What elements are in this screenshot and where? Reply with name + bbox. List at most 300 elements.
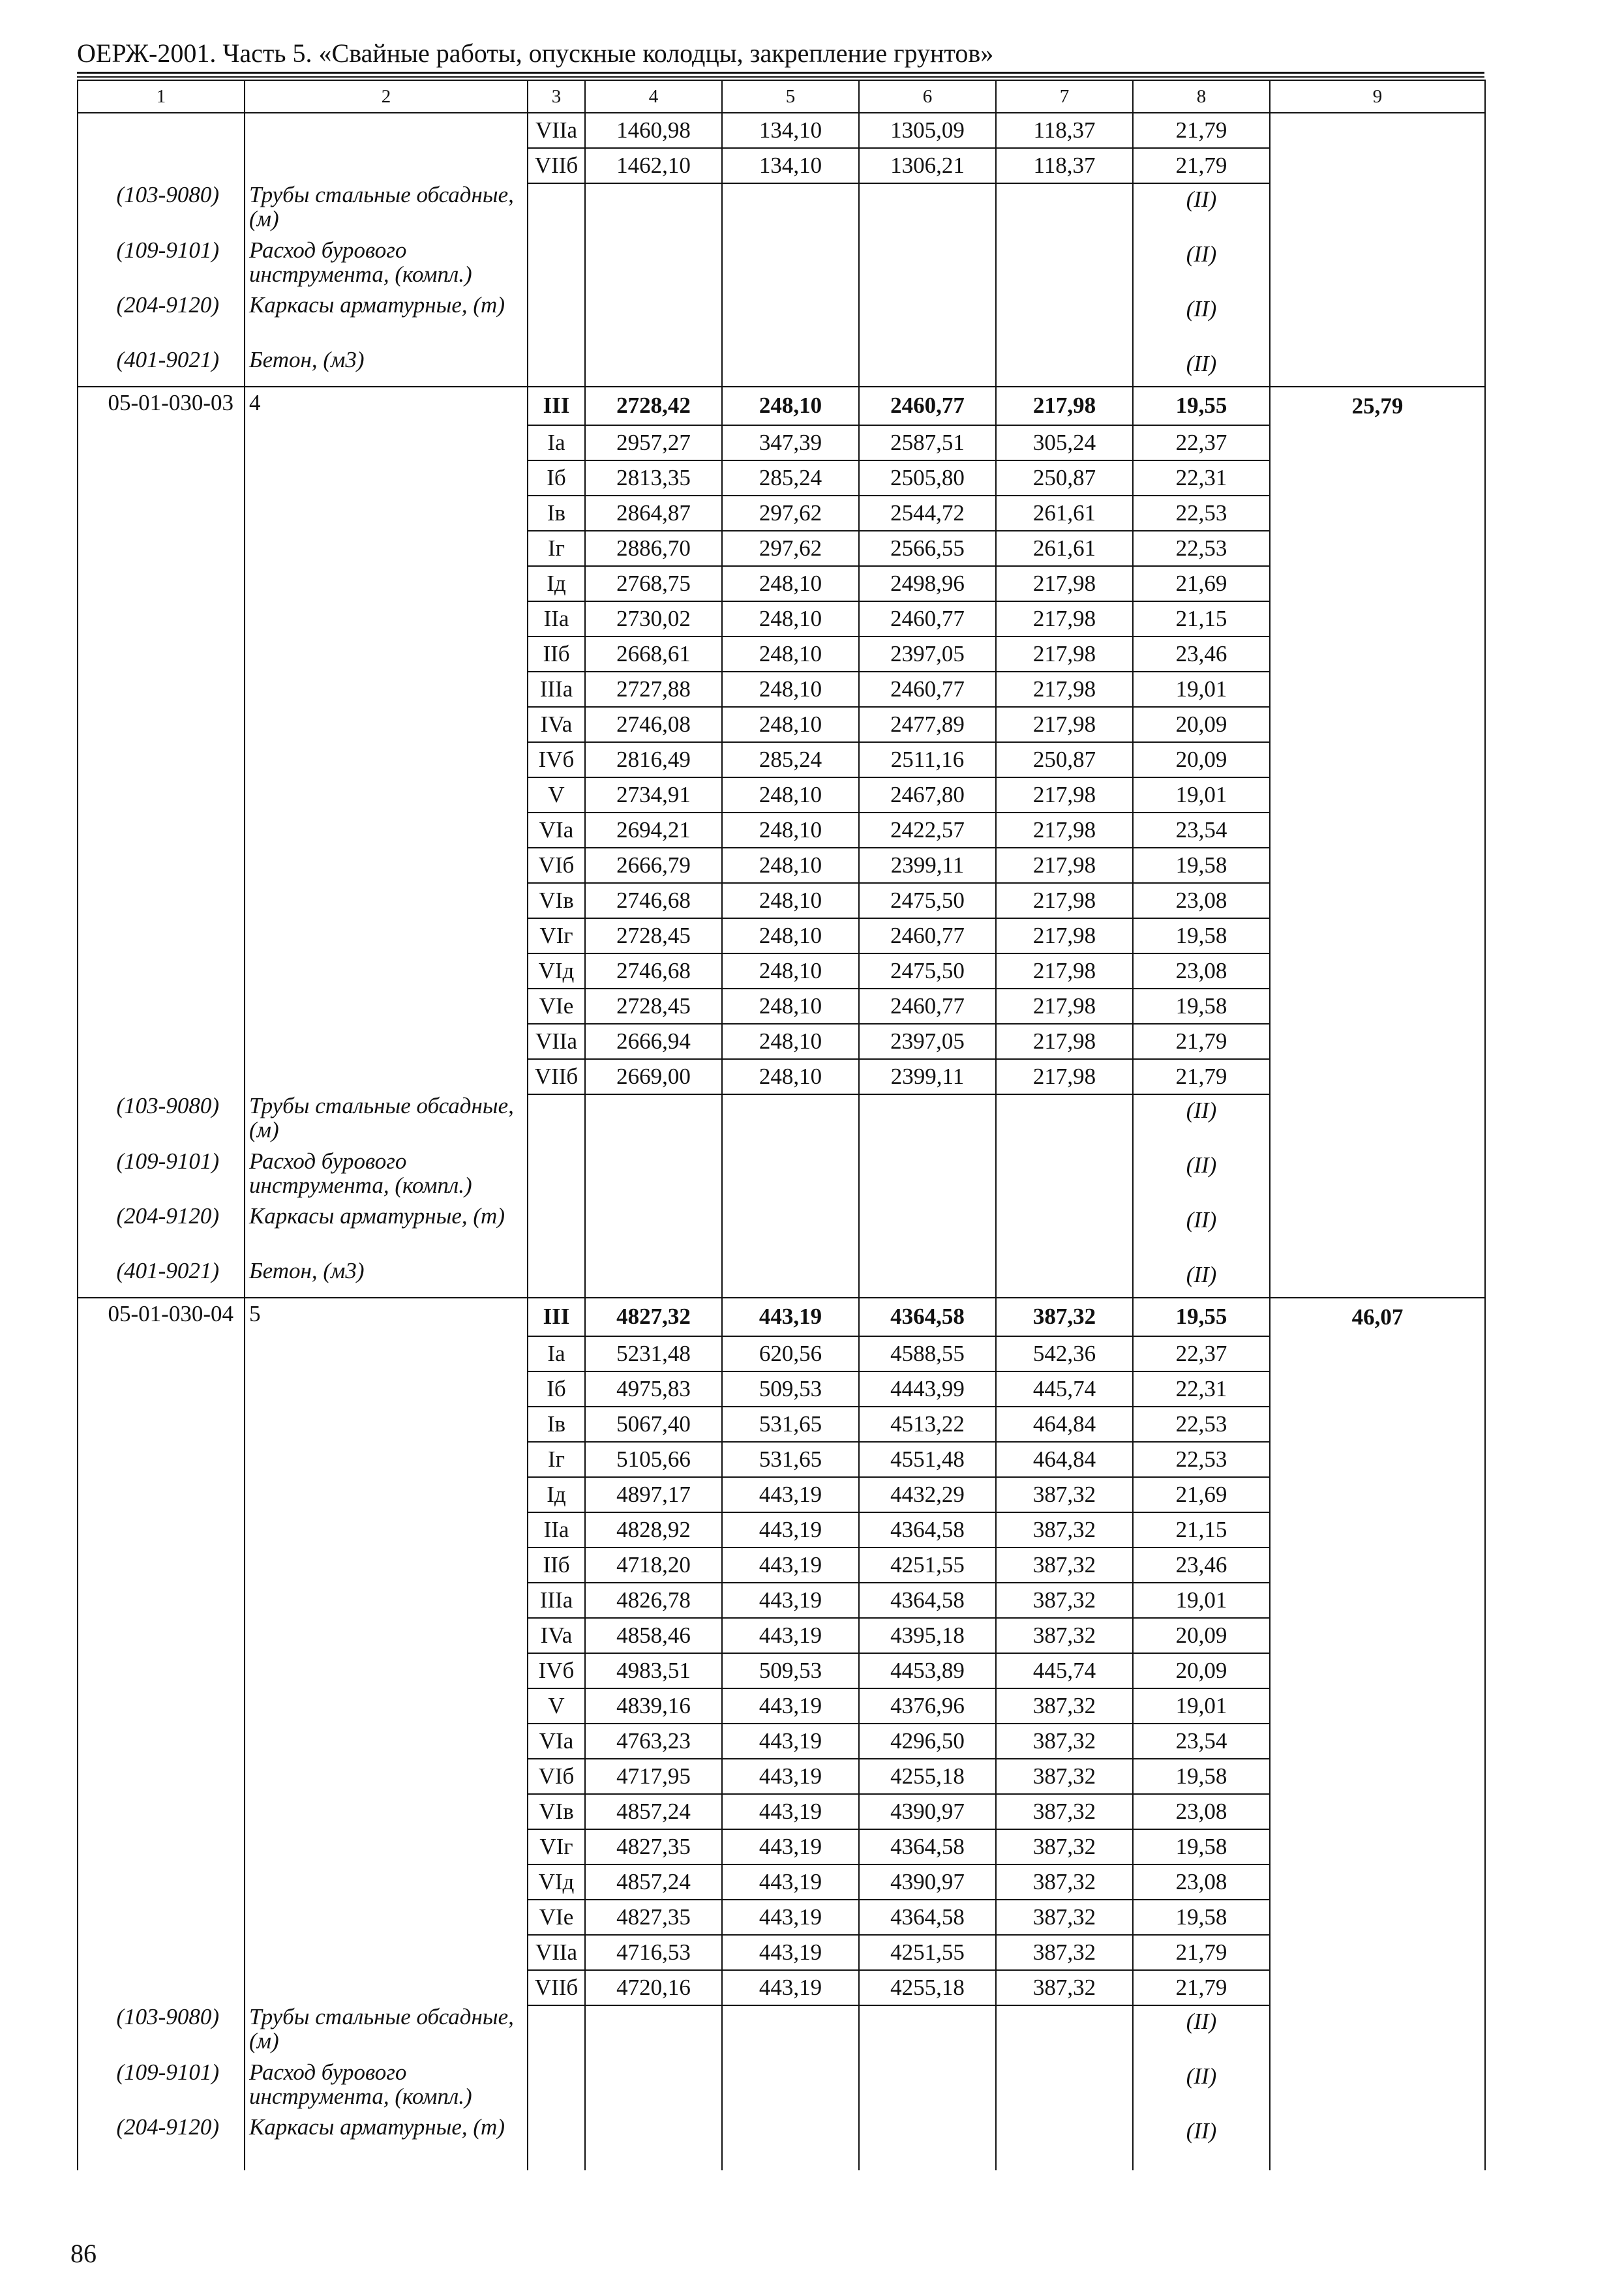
total-cost: 2746,68 [585,883,722,918]
empty-cell [78,989,245,1024]
material-cost: 21,79 [1133,1059,1270,1094]
table-row [78,496,1485,531]
zone-code: IIa [528,1512,585,1548]
machine-cost: 2475,50 [859,883,996,918]
empty-cell [78,1900,245,1935]
labor-cost: 620,56 [722,1336,859,1371]
material-cost: 21,69 [1133,1477,1270,1512]
empty-cell [1270,1059,1485,1094]
table-row [78,1024,1485,1059]
total-cost: 4827,32 [585,1298,722,1336]
operator-wage: 387,32 [996,1298,1133,1336]
page-header-title: ОЕРЖ-2001. Часть 5. «Свайные работы, опускные колодцы, закрепление грунтов» [77,38,994,68]
machine-cost: 2460,77 [859,672,996,707]
labor-cost: 443,19 [722,1935,859,1970]
empty-cell [78,883,245,918]
zone-code: VIб [528,848,585,883]
material-row [78,2116,1485,2170]
empty-cell [1270,1759,1485,1794]
zone-code: Ia [528,425,585,460]
material-cost: 19,58 [1133,918,1270,953]
material-name: Каркасы арматурные, (т) [245,1204,528,1259]
empty-cell [1270,2116,1485,2170]
empty-cell [859,348,996,387]
empty-cell [1270,989,1485,1024]
operator-wage: 217,98 [996,848,1133,883]
empty-cell [78,1336,245,1371]
empty-cell [528,1204,585,1259]
empty-cell [859,183,996,239]
labor-cost: 285,24 [722,460,859,496]
material-cost: 19,01 [1133,1688,1270,1724]
empty-cell [245,989,528,1024]
empty-cell [1270,1259,1485,1298]
empty-cell [1270,1094,1485,1150]
empty-cell [722,1094,859,1150]
empty-cell [996,293,1133,348]
empty-cell [78,1794,245,1829]
zone-code: VIe [528,1900,585,1935]
empty-cell [1270,183,1485,239]
machine-cost: 2460,77 [859,601,996,636]
empty-cell [245,1618,528,1653]
table-row [78,707,1485,742]
labor-cost: 248,10 [722,601,859,636]
empty-cell [722,1204,859,1259]
material-code: (204-9120) [78,293,245,348]
empty-cell [1270,1653,1485,1688]
labor-cost: 248,10 [722,636,859,672]
empty-cell [859,1259,996,1298]
zone-code: VIIб [528,1059,585,1094]
empty-cell [585,183,722,239]
table-row [78,601,1485,636]
empty-cell [1270,566,1485,601]
empty-cell [245,1336,528,1371]
empty-cell [528,183,585,239]
zone-code: VIд [528,953,585,989]
material-code: (109-9101) [78,2061,245,2116]
empty-cell [528,239,585,293]
material-cost: 20,09 [1133,1618,1270,1653]
empty-cell [245,1477,528,1512]
total-cost: 2669,00 [585,1059,722,1094]
operator-wage: 217,98 [996,601,1133,636]
empty-cell [585,2061,722,2116]
empty-cell [245,813,528,848]
empty-cell [1270,1548,1485,1583]
empty-cell [78,1371,245,1407]
empty-cell [1270,1024,1485,1059]
empty-cell [78,566,245,601]
table-row [78,1583,1485,1618]
table-row [78,425,1485,460]
machine-cost: 2460,77 [859,989,996,1024]
empty-cell [1270,1724,1485,1759]
machine-cost: 4395,18 [859,1618,996,1653]
table-row [78,672,1485,707]
material-cost: 21,79 [1133,1024,1270,1059]
zone-code: IIIa [528,1583,585,1618]
empty-cell [859,1094,996,1150]
material-class: (II) [1133,1094,1270,1150]
rates-table-body [78,80,1485,2170]
empty-cell [1270,953,1485,989]
zone-code: VIд [528,1864,585,1900]
empty-cell [245,777,528,813]
material-row [78,2061,1485,2116]
total-cost: 2746,68 [585,953,722,989]
empty-cell [722,348,859,387]
zone-code: IVa [528,707,585,742]
empty-cell [245,1900,528,1935]
empty-cell [245,531,528,566]
operator-wage: 464,84 [996,1407,1133,1442]
empty-cell [528,2005,585,2061]
empty-cell [996,2005,1133,2061]
empty-cell [245,1829,528,1864]
labor-cost: 443,19 [722,1512,859,1548]
total-cost: 4828,92 [585,1512,722,1548]
material-cost: 19,58 [1133,1759,1270,1794]
page-number: 86 [70,2239,97,2268]
machine-cost: 4255,18 [859,1759,996,1794]
table-row [78,636,1485,672]
empty-cell [78,1059,245,1094]
empty-cell [1270,2061,1485,2116]
table-row [78,1829,1485,1864]
empty-cell [1270,1442,1485,1477]
zone-code: IVб [528,1653,585,1688]
total-cost: 1462,10 [585,148,722,183]
total-cost: 4826,78 [585,1583,722,1618]
empty-cell [78,953,245,989]
labor-cost: 443,19 [722,1477,859,1512]
labor-cost: 443,19 [722,1970,859,2005]
labor-cost: 443,19 [722,1583,859,1618]
empty-cell [585,348,722,387]
machine-cost: 2498,96 [859,566,996,601]
empty-cell [585,239,722,293]
machine-cost: 4255,18 [859,1970,996,2005]
machine-cost: 2511,16 [859,742,996,777]
zone-code: Ia [528,1336,585,1371]
total-cost: 2768,75 [585,566,722,601]
labor-cost: 248,10 [722,989,859,1024]
machine-cost: 4443,99 [859,1371,996,1407]
total-cost: 2727,88 [585,672,722,707]
empty-cell [1270,848,1485,883]
total-cost: 5231,48 [585,1336,722,1371]
zone-code: VIг [528,1829,585,1864]
machine-cost: 4588,55 [859,1336,996,1371]
column-header: 6 [859,80,996,113]
material-row [78,348,1485,387]
empty-cell [245,918,528,953]
total-cost: 2746,08 [585,707,722,742]
material-name: Бетон, (м3) [245,1259,528,1298]
zone-code: III [528,387,585,425]
material-code: (103-9080) [78,2005,245,2061]
labor-cost: 248,10 [722,672,859,707]
labor-cost: 443,19 [722,1829,859,1864]
total-cost: 5105,66 [585,1442,722,1477]
operator-wage: 217,98 [996,672,1133,707]
empty-cell [585,2005,722,2061]
labor-cost: 531,65 [722,1407,859,1442]
table-row [78,1442,1485,1477]
operator-wage: 387,32 [996,1618,1133,1653]
machine-cost: 4390,97 [859,1864,996,1900]
total-cost: 2668,61 [585,636,722,672]
table-row [78,742,1485,777]
table-row [78,1970,1485,2005]
labor-cost: 443,19 [722,1618,859,1653]
empty-cell [78,601,245,636]
zone-code: VIIб [528,148,585,183]
empty-cell [245,1759,528,1794]
empty-cell [245,1794,528,1829]
zone-code: VIг [528,918,585,953]
table-row [78,1935,1485,1970]
empty-cell [78,918,245,953]
empty-cell [245,883,528,918]
empty-cell [1270,1477,1485,1512]
labor-cost: 297,62 [722,496,859,531]
operator-wage: 217,98 [996,777,1133,813]
empty-cell [1270,113,1485,148]
empty-cell [78,707,245,742]
zone-code: IIa [528,601,585,636]
table-row [78,148,1485,183]
material-class: (II) [1133,2005,1270,2061]
empty-cell [1270,672,1485,707]
empty-cell [722,183,859,239]
operator-wage: 387,32 [996,1548,1133,1583]
empty-cell [1270,1204,1485,1259]
empty-cell [245,496,528,531]
operator-wage: 118,37 [996,148,1133,183]
empty-cell [1270,2005,1485,2061]
empty-cell [245,1024,528,1059]
empty-cell [78,1653,245,1688]
operator-wage: 387,32 [996,1900,1133,1935]
zone-code: VIв [528,883,585,918]
empty-cell [1270,1935,1485,1970]
material-cost: 19,55 [1133,387,1270,425]
item-number: 4 [245,387,528,425]
material-cost: 22,37 [1133,1336,1270,1371]
material-class: (II) [1133,1259,1270,1298]
zone-code: IIб [528,1548,585,1583]
empty-cell [1270,496,1485,531]
empty-cell [722,2061,859,2116]
empty-cell [245,1724,528,1759]
zone-code: Iб [528,1371,585,1407]
total-cost: 5067,40 [585,1407,722,1442]
total-cost: 2728,45 [585,989,722,1024]
machine-cost: 2566,55 [859,531,996,566]
material-cost: 23,08 [1133,1864,1270,1900]
zone-code: V [528,777,585,813]
table-row [78,1407,1485,1442]
total-cost: 4983,51 [585,1653,722,1688]
operator-wage: 387,32 [996,1688,1133,1724]
operator-wage: 387,32 [996,1970,1133,2005]
total-cost: 4720,16 [585,1970,722,2005]
material-row [78,2005,1485,2061]
empty-cell [1270,425,1485,460]
material-cost: 23,46 [1133,636,1270,672]
item-code: 05-01-030-04 [78,1298,245,1336]
material-name: Расход бурового инструмента, (компл.) [245,239,528,293]
table-row [78,953,1485,989]
material-code: (103-9080) [78,1094,245,1150]
zone-code: VIIб [528,1970,585,2005]
table-row [78,1059,1485,1094]
material-cost: 21,15 [1133,601,1270,636]
empty-cell [245,1371,528,1407]
empty-cell [528,293,585,348]
empty-cell [996,239,1133,293]
material-code: (204-9120) [78,2116,245,2170]
zone-code: Iд [528,1477,585,1512]
empty-cell [78,1829,245,1864]
operator-wage: 387,32 [996,1512,1133,1548]
column-header: 8 [1133,80,1270,113]
empty-cell [78,1024,245,1059]
material-row [78,1150,1485,1204]
empty-cell [245,113,528,148]
material-code: (401-9021) [78,348,245,387]
machine-cost: 4296,50 [859,1724,996,1759]
empty-cell [245,601,528,636]
zone-code: Iг [528,1442,585,1477]
material-row [78,183,1485,239]
table-row [78,777,1485,813]
zone-code: IVa [528,1618,585,1653]
labor-cost: 443,19 [722,1794,859,1829]
table-row [78,1900,1485,1935]
material-class: (II) [1133,183,1270,239]
empty-cell [859,293,996,348]
operator-wage: 217,98 [996,953,1133,989]
empty-cell [78,1477,245,1512]
total-cost: 2816,49 [585,742,722,777]
table-row [78,387,1485,425]
operator-wage: 387,32 [996,1759,1133,1794]
material-class: (II) [1133,239,1270,293]
column-header: 2 [245,80,528,113]
machine-cost: 2505,80 [859,460,996,496]
empty-cell [528,348,585,387]
empty-cell [585,1150,722,1204]
zone-code: VIIa [528,1935,585,1970]
empty-cell [1270,348,1485,387]
empty-cell [78,813,245,848]
zone-code: Iб [528,460,585,496]
labor-cost: 443,19 [722,1864,859,1900]
total-cost: 2730,02 [585,601,722,636]
total-cost: 4858,46 [585,1618,722,1653]
empty-cell [78,1512,245,1548]
operator-wage: 250,87 [996,742,1133,777]
operator-wage: 217,98 [996,1024,1133,1059]
empty-cell [1270,148,1485,183]
empty-cell [245,1864,528,1900]
labor-cost: 443,19 [722,1900,859,1935]
empty-cell [585,1259,722,1298]
total-cost: 4827,35 [585,1900,722,1935]
material-row [78,1259,1485,1298]
total-cost: 2864,87 [585,496,722,531]
material-name: Бетон, (м3) [245,348,528,387]
material-row [78,293,1485,348]
labor-cost: 248,10 [722,387,859,425]
column-header: 1 [78,80,245,113]
empty-cell [859,1150,996,1204]
empty-cell [1270,1900,1485,1935]
operator-wage: 217,98 [996,387,1133,425]
material-cost: 19,01 [1133,777,1270,813]
operator-wage: 387,32 [996,1583,1133,1618]
total-cost: 2734,91 [585,777,722,813]
empty-cell [78,1935,245,1970]
machine-cost: 1305,09 [859,113,996,148]
empty-cell [859,2116,996,2170]
table-row [78,1298,1485,1336]
empty-cell [585,1204,722,1259]
material-class: (II) [1133,348,1270,387]
material-cost: 23,08 [1133,883,1270,918]
machine-cost: 2397,05 [859,1024,996,1059]
empty-cell [722,293,859,348]
empty-cell [78,1618,245,1653]
zone-code: Iв [528,1407,585,1442]
empty-cell [78,1864,245,1900]
column-number-row [78,80,1485,113]
empty-cell [722,2005,859,2061]
machine-cost: 2544,72 [859,496,996,531]
zone-code: IIIa [528,672,585,707]
empty-cell [722,2116,859,2170]
material-cost: 22,53 [1133,531,1270,566]
zone-code: Iг [528,531,585,566]
material-cost: 19,01 [1133,672,1270,707]
empty-cell [1270,460,1485,496]
total-cost: 4857,24 [585,1864,722,1900]
empty-cell [1270,1688,1485,1724]
empty-cell [245,148,528,183]
labor-cost: 531,65 [722,1442,859,1477]
material-cost: 22,53 [1133,496,1270,531]
empty-cell [245,566,528,601]
empty-cell [78,496,245,531]
material-cost: 21,79 [1133,1970,1270,2005]
machine-cost: 4364,58 [859,1298,996,1336]
empty-cell [245,1442,528,1477]
empty-cell [528,1094,585,1150]
table-row [78,1336,1485,1371]
table-row [78,1688,1485,1724]
labor-cost: 347,39 [722,425,859,460]
table-row [78,1759,1485,1794]
operator-wage: 445,74 [996,1653,1133,1688]
zone-code: VIв [528,1794,585,1829]
machine-cost: 2399,11 [859,1059,996,1094]
material-class: (II) [1133,293,1270,348]
empty-cell [859,2061,996,2116]
